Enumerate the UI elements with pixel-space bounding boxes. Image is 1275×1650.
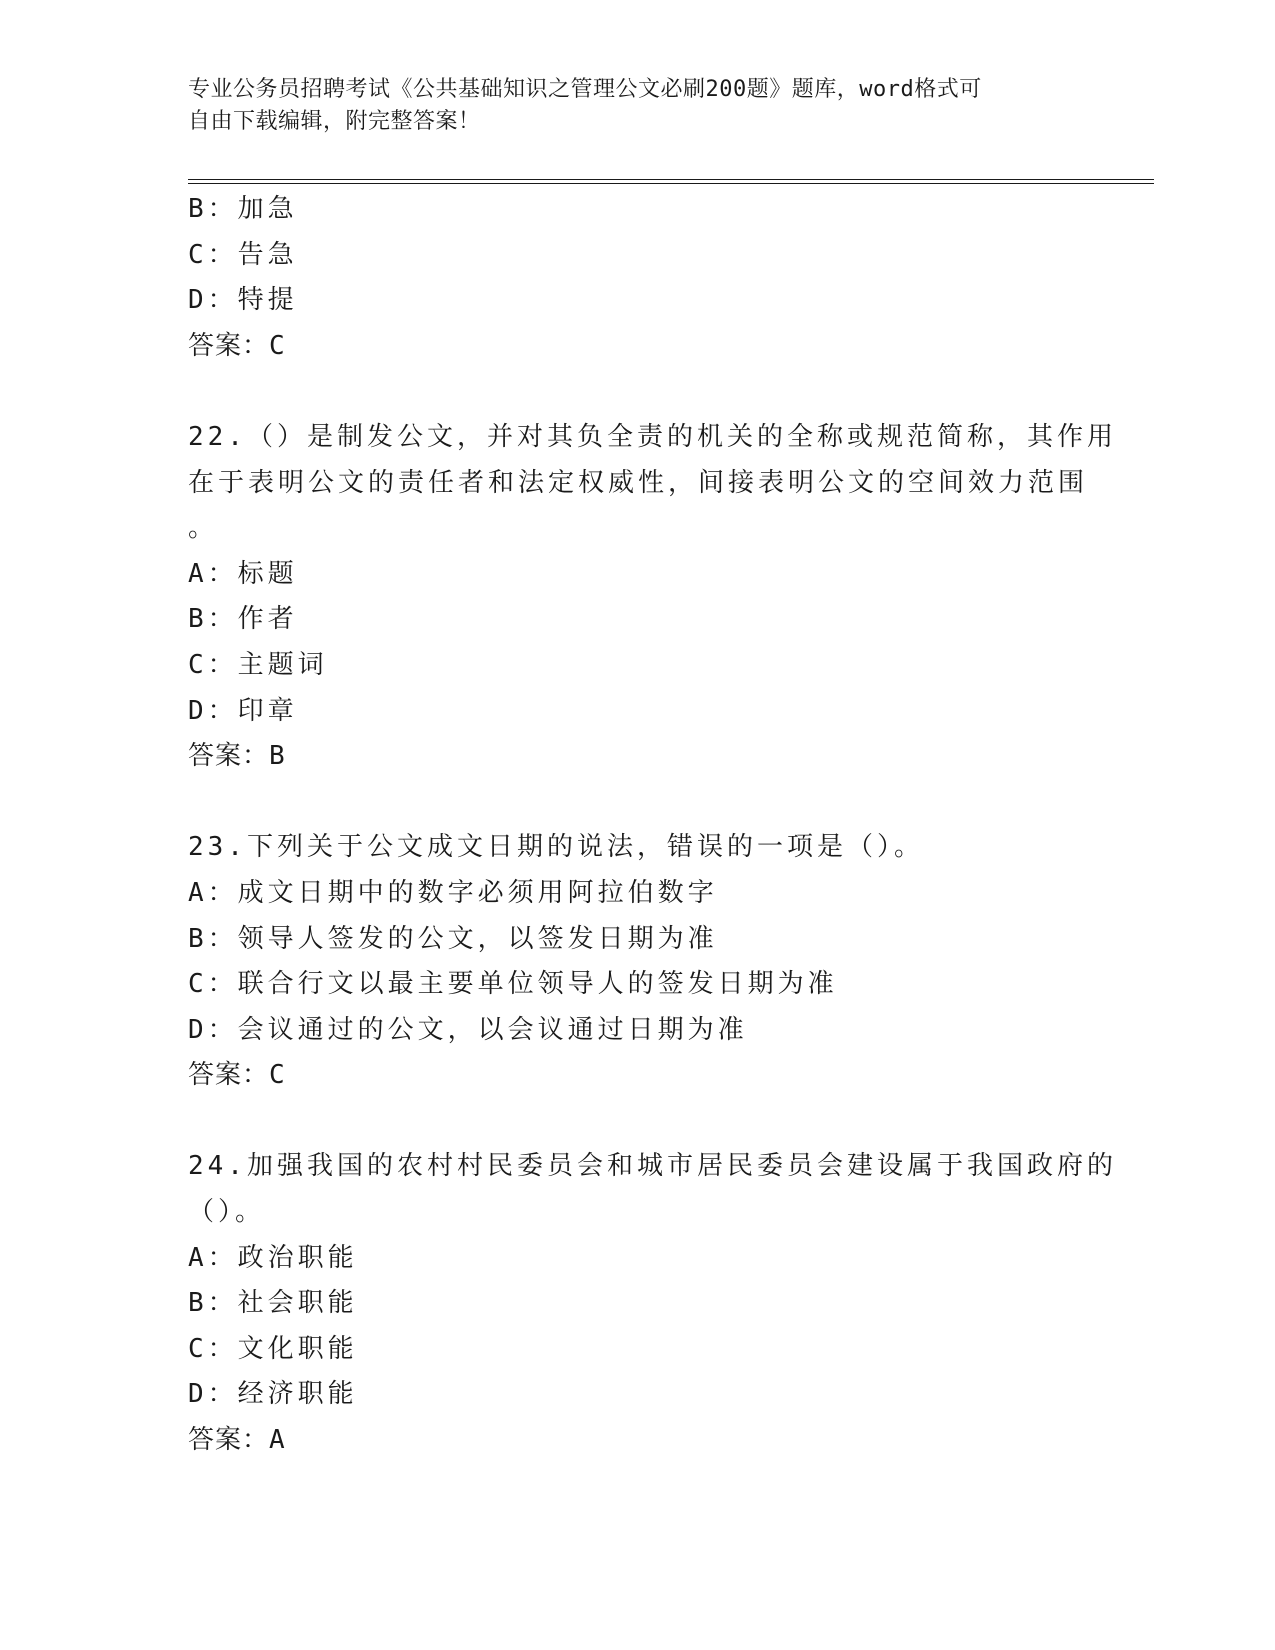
answer-value: A (269, 1425, 286, 1456)
answer-value: B (269, 741, 286, 772)
header-divider-bottom (188, 183, 1154, 184)
question-22 (188, 415, 1117, 780)
answer-label: 答案： (188, 1425, 270, 1456)
header-line-1: 专业公务员招聘考试《公共基础知识之管理公文必刷200题》题库，word格式可 (188, 77, 982, 102)
answer-line (188, 324, 1088, 370)
question-list (188, 187, 1117, 1464)
answer-label: 答案： (188, 1060, 270, 1091)
option-c: C：联合行文以最主要单位领导人的签发日期为准 (188, 969, 838, 1000)
document-header (188, 74, 1068, 138)
question-text-line: 23.下列关于公文成文日期的说法，错误的一项是（）。 (188, 832, 924, 863)
option-b: B：领导人签发的公文，以签发日期为准 (188, 923, 718, 954)
question-spacer (188, 780, 1088, 826)
answer-line (188, 1418, 1088, 1464)
header-line-2: 自由下载编辑，附完整答案！ (188, 109, 481, 134)
option-c: C：主题词 (188, 649, 328, 680)
question-spacer (188, 1099, 1088, 1145)
option-a: A：标题 (188, 558, 298, 589)
option-b: B：作者 (188, 604, 298, 635)
question-24 (188, 1144, 1117, 1463)
option-a: A：政治职能 (188, 1242, 358, 1273)
answer-value: C (269, 1060, 286, 1091)
answer-value: C (269, 330, 286, 361)
option-d: D：会议通过的公文，以会议通过日期为准 (188, 1014, 748, 1045)
option-c: C：文化职能 (188, 1333, 358, 1364)
question-text-line: 在于表明公文的责任者和法定权威性，间接表明公文的空间效力范围 (188, 467, 1089, 498)
option-d: D：特提 (188, 285, 298, 316)
option-c: C：告急 (188, 239, 298, 270)
option-d: D：经济职能 (188, 1379, 358, 1410)
option-b: B：社会职能 (188, 1288, 358, 1319)
question-text-line: 。 (188, 513, 219, 544)
answer-line (188, 734, 1088, 780)
answer-label: 答案： (188, 741, 270, 772)
option-a: A：成文日期中的数字必须用阿拉伯数字 (188, 877, 718, 908)
question-23 (188, 825, 1088, 1099)
question-text-line: （）。 (188, 1197, 266, 1228)
header-divider-top (188, 179, 1154, 180)
question-21 (188, 187, 1088, 369)
question-text-line: 24.加强我国的农村村民委员会和城市居民委员会建设属于我国政府的 (188, 1151, 1117, 1182)
option-d: D：印章 (188, 695, 298, 726)
question-text-line: 22.（）是制发公文，并对其负全责的机关的全称或规范简称，其作用 (188, 421, 1117, 452)
option-b: B：加急 (188, 194, 298, 224)
answer-line (188, 1053, 1088, 1099)
answer-label: 答案： (188, 330, 270, 361)
question-spacer (188, 369, 1088, 415)
